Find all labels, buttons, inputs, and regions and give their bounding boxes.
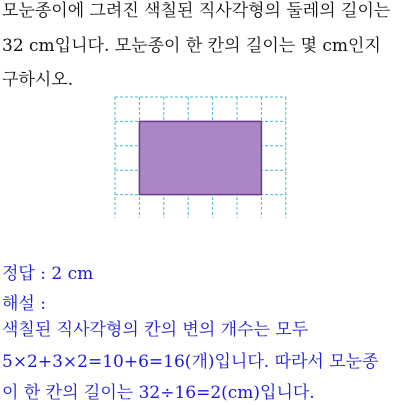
explanation-title: 해설 :	[2, 294, 46, 314]
explanation-line-2: 5×2+3×2=10+6=16(개)입니다. 따라서 모눈종	[2, 352, 379, 372]
question-line-3: 구하시오.	[2, 70, 74, 90]
explanation-line-3: 이 한 칸의 길이는 32÷16=2(cm)입니다.	[2, 383, 315, 403]
explanation-line-1: 색칠된 직사각형의 칸의 변의 개수는 모두	[2, 320, 309, 340]
grid-figure	[114, 96, 288, 218]
shaded-rectangle	[139, 121, 261, 194]
question-line-2: 32 cm입니다. 모눈종이 한 칸의 길이는 몇 cm인지	[2, 36, 381, 56]
answer-line: 정답 : 2 cm	[2, 264, 94, 284]
question-line-1: 모눈종이에 그려진 색칠된 직사각형의 둘레의 길이는	[2, 1, 391, 21]
